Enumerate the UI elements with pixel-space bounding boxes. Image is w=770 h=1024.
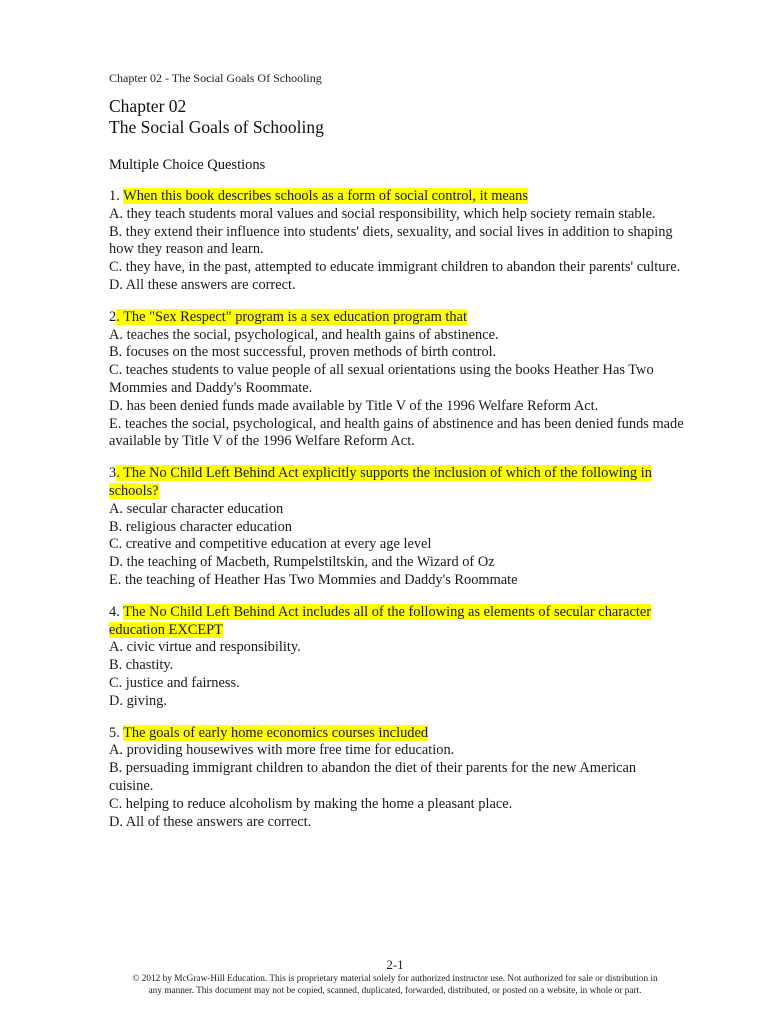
chapter-name: The Social Goals of Schooling [109, 117, 324, 137]
answer-option-e: E. teaches the social, psychological, and health gains of abstinence and has been denied funds made available by Title V of the 1996 Welfare Reform Act. [109, 415, 684, 450]
answer-option-d: D. giving. [109, 692, 167, 709]
answer-option-c: C. helping to reduce alcoholism by making the home a pleasant place. [109, 795, 513, 812]
question-stem [109, 604, 684, 640]
page-content [109, 70, 684, 831]
answer-options [109, 639, 684, 710]
question-5 [109, 725, 684, 832]
question-stem [109, 309, 684, 327]
answer-option-a: A. they teach students moral values and social responsibility, which help society remain stable. [109, 205, 656, 222]
answer-option-c: C. creative and competitive education at every age level [109, 536, 432, 553]
highlighted-stem: When this book describes schools as a form of social control, it means [123, 188, 528, 204]
answer-option-b: B. religious character education [109, 518, 293, 535]
answer-option-d: D. All of these answers are correct. [109, 813, 312, 830]
chapter-number: Chapter 02 [109, 96, 187, 116]
question-stem [109, 725, 684, 743]
answer-option-a: A. civic virtue and responsibility. [109, 639, 301, 656]
question-stem [109, 465, 684, 501]
answer-option-d: D. the teaching of Macbeth, Rumpelstiltskin, and the Wizard of Oz [109, 554, 495, 571]
answer-option-d: D. has been denied funds made available by Title V of the 1996 Welfare Reform Act. [109, 397, 599, 414]
highlighted-stem: . The No Child Left Behind Act explicitly supports the inclusion of which of the following in schools? [109, 465, 652, 499]
question-number: 5. [109, 724, 124, 741]
answer-option-c: C. they have, in the past, attempted to educate immigrant children to abandon their parents' culture. [109, 259, 681, 276]
answer-option-a: A. teaches the social, psychological, and health gains of abstinence. [109, 326, 499, 343]
question-number: 1. [109, 188, 124, 204]
answer-option-b: B. chastity. [109, 657, 174, 674]
highlighted-stem: The No Child Left Behind Act includes all of the following as elements of secular character education EXCEPT [109, 603, 652, 638]
highlighted-stem: . The "Sex Respect" program is a sex education program that [116, 308, 467, 325]
answer-options [109, 742, 684, 831]
question-3 [109, 465, 684, 590]
answer-option-b: B. focuses on the most successful, proven methods of birth control. [109, 344, 497, 361]
copyright-line-2: any manner. This document may not be copied, scanned, duplicated, forwarded, distributed, or posted on a website, in whole or part. [148, 986, 642, 996]
copyright-line-1: © 2012 by McGraw-Hill Education. This is proprietary material solely for authorized instructor use. Not authorized for sale or distribution in [132, 974, 658, 984]
running-header: Chapter 02 - The Social Goals Of Schooling [109, 71, 322, 85]
answer-option-b: B. persuading immigrant children to abandon the diet of their parents for the new American cuisine. [109, 760, 637, 794]
copyright-notice [100, 973, 690, 997]
question-number: 2 [109, 308, 117, 325]
page-footer [100, 958, 690, 997]
answer-option-b: B. they extend their influence into students' diets, sexuality, and social lives in addition to shaping how they reason and learn. [109, 223, 673, 258]
answer-option-a: A. secular character education [109, 500, 284, 517]
question-4 [109, 604, 684, 711]
answer-options [109, 206, 684, 295]
question-2 [109, 309, 684, 451]
answer-option-e: E. the teaching of Heather Has Two Mommies and Daddy's Roommate [109, 571, 518, 588]
answer-option-a: A. providing housewives with more free time for education. [109, 742, 455, 759]
answer-option-c: C. justice and fairness. [109, 674, 240, 691]
chapter-title [109, 96, 684, 138]
question-1 [109, 188, 684, 295]
highlighted-stem: The goals of early home economics courses included [123, 724, 429, 741]
answer-options [109, 327, 684, 452]
question-number: 3 [109, 465, 117, 482]
answer-option-d: D. All these answers are correct. [109, 276, 296, 293]
answer-option-c: C. teaches students to value people of all sexual orientations using the books Heather Has Two Mommies and Daddy's Roommate. [109, 362, 654, 396]
question-stem [109, 188, 684, 206]
answer-options [109, 501, 684, 590]
section-heading: Multiple Choice Questions [109, 157, 266, 173]
page-number: 2-1 [386, 957, 404, 972]
question-number: 4. [109, 603, 124, 620]
